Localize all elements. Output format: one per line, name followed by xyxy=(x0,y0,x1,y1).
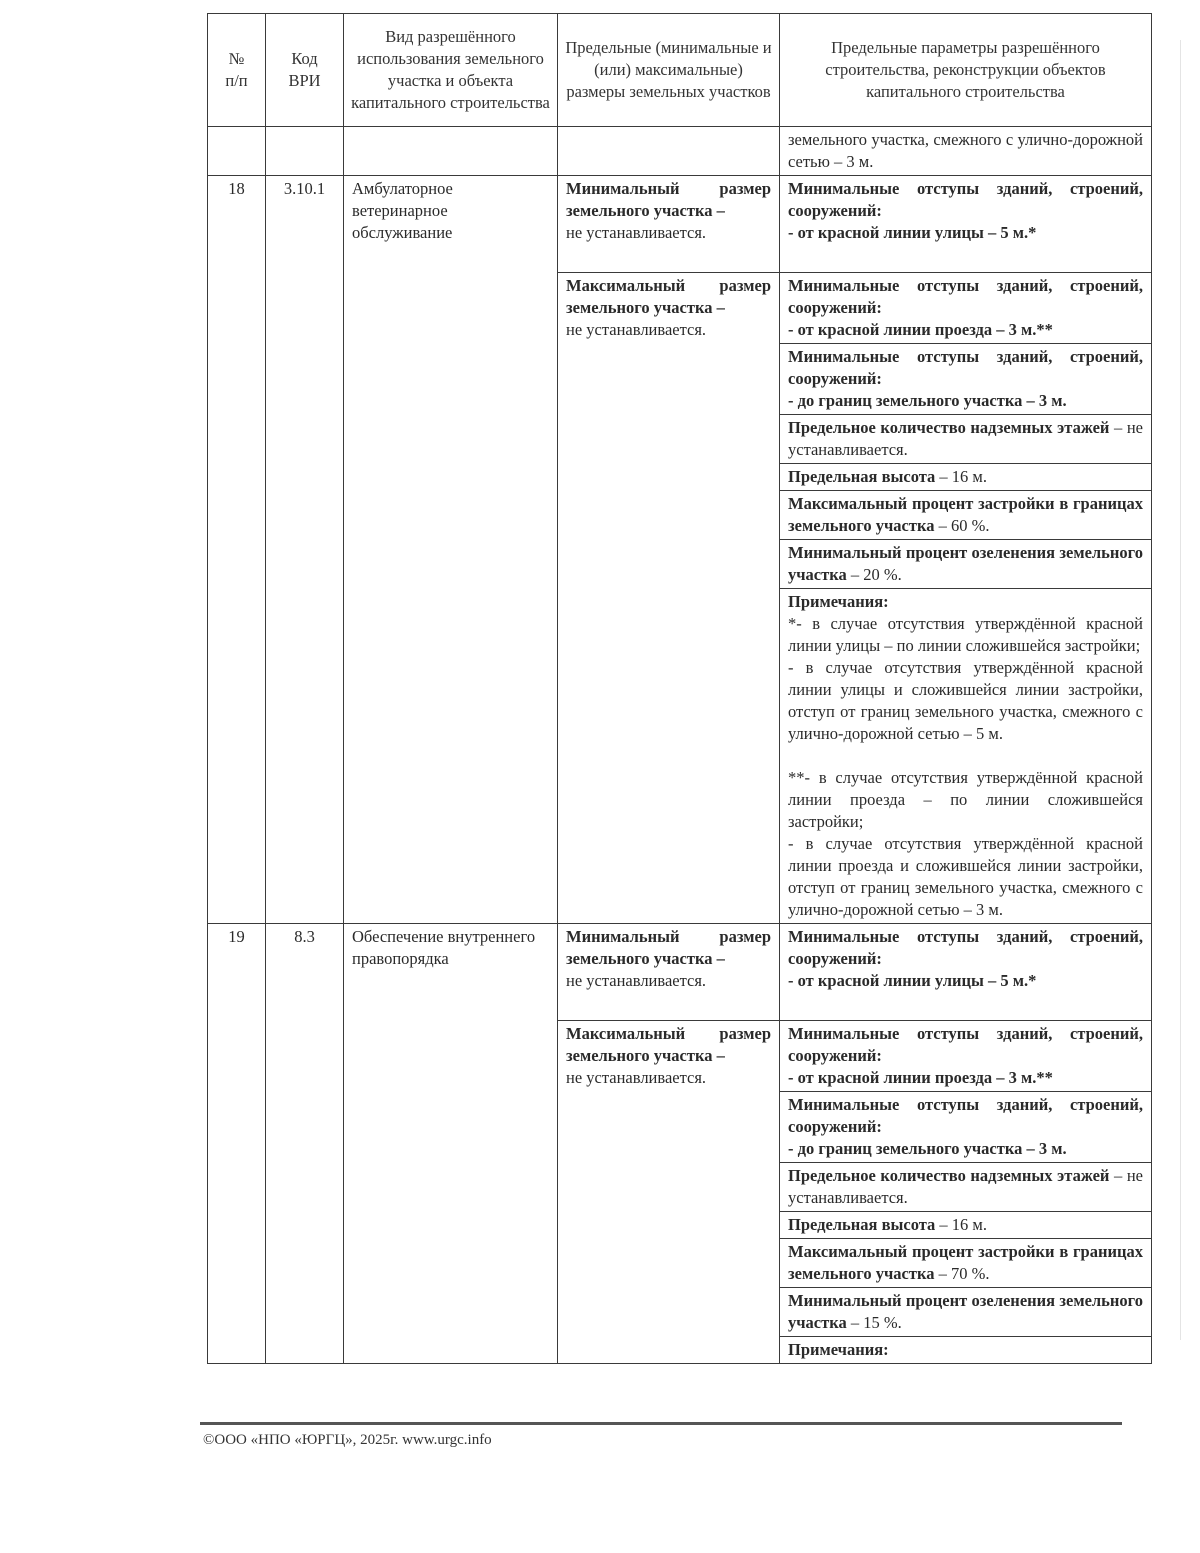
row-number: 19 xyxy=(208,924,266,1364)
param-greening-percent xyxy=(780,1287,1151,1336)
param-label: Минимальные отступы зданий, строений, сооружений: xyxy=(788,276,1143,317)
header-code: Код ВРИ xyxy=(266,14,344,127)
notes-block xyxy=(780,1336,1151,1363)
header-size: Предельные (минимальные и (или) максимальные) размеры земельных участков xyxy=(558,14,780,127)
param-value: – 70 %. xyxy=(934,1264,990,1283)
param-value: - до границ земельного участка – 3 м. xyxy=(788,391,1067,410)
row-params-cell xyxy=(780,924,1152,1364)
param-value: – не устанавливается. xyxy=(788,418,1143,459)
min-size-block xyxy=(558,924,779,1021)
footer-copyright: ©ООО «НПО «ЮРГЦ», 2025г. www.urgc.info xyxy=(203,1432,492,1448)
param-offset-driveway xyxy=(780,1020,1151,1091)
notes-title: Примечания: xyxy=(788,592,889,611)
param-value: – 60 %. xyxy=(934,516,990,535)
param-value: – 20 %. xyxy=(846,565,902,584)
row-code: 8.3 xyxy=(266,924,344,1364)
param-height xyxy=(780,1211,1151,1238)
param-label: Минимальные отступы зданий, строений, сооружений: xyxy=(788,1095,1143,1136)
cell-empty xyxy=(558,127,780,176)
param-value: - от красной линии проезда – 3 м.** xyxy=(788,1068,1053,1087)
row-size-cell xyxy=(558,924,780,1364)
note-text: - в случае отсутствия утверждённой красной линии улицы и сложившейся линии застройки, отступ от границ земельного участка, смежного с улично-дорожной сетью – 5 м. xyxy=(788,658,1143,743)
table-row-18 xyxy=(208,176,1152,924)
footer-divider xyxy=(200,1422,1122,1425)
param-value: - от красной линии улицы – 5 м.* xyxy=(788,971,1037,990)
row-params-cell xyxy=(780,176,1152,924)
min-size-block xyxy=(558,176,779,273)
param-value: - от красной линии проезда – 3 м.** xyxy=(788,320,1053,339)
max-size-label: Максимальный размер земельного участка – xyxy=(566,1024,771,1065)
param-label: Максимальный процент застройки в границах земельного участка xyxy=(788,1242,1143,1283)
param-label: Минимальные отступы зданий, строений, сооружений: xyxy=(788,1024,1143,1065)
row-code: 3.10.1 xyxy=(266,176,344,924)
param-value: – 16 м. xyxy=(935,1215,987,1234)
min-size-label: Минимальный размер земельного участка – xyxy=(566,927,771,968)
note-text: **- в случае отсутствия утверждённой красной линии проезда – по линии сложившейся застройки; xyxy=(788,768,1143,831)
param-label: Минимальный процент озеленения земельного участка xyxy=(788,1291,1143,1332)
max-size-block xyxy=(558,1021,779,1091)
cell-empty xyxy=(344,127,558,176)
param-offset-driveway xyxy=(780,272,1151,343)
header-number: № п/п xyxy=(208,14,266,127)
param-value: – не устанавливается. xyxy=(788,1166,1143,1207)
cell-empty xyxy=(266,127,344,176)
max-size-label: Максимальный размер земельного участка – xyxy=(566,276,771,317)
param-label: Минимальные отступы зданий, строений, сооружений: xyxy=(788,347,1143,388)
max-size-value: не устанавливается. xyxy=(566,1068,707,1087)
param-label: Минимальные отступы зданий, строений, сооружений: xyxy=(788,927,1143,968)
param-greening-percent xyxy=(780,539,1151,588)
scan-edge-line xyxy=(1180,40,1181,1340)
notes-block xyxy=(780,588,1151,923)
param-label: Предельная высота xyxy=(788,467,936,486)
table-row-continuation xyxy=(208,127,1152,176)
cell-params-continuation: земельного участка, смежного с улично-дорожной сетью – 3 м. xyxy=(780,127,1152,176)
param-value: – 16 м. xyxy=(935,467,987,486)
row-number: 18 xyxy=(208,176,266,924)
header-params: Предельные параметры разрешённого строительства, реконструкции объектов капитального строительства xyxy=(780,14,1152,127)
max-size-value: не устанавливается. xyxy=(566,320,707,339)
table-header-row xyxy=(208,14,1152,127)
param-value: - от красной линии улицы – 5 м.* xyxy=(788,223,1037,242)
note-text: - в случае отсутствия утверждённой красной линии проезда и сложившейся линии застройки, отступ от границ земельного участка, смежного с улично-дорожной сетью – 3 м. xyxy=(788,834,1143,919)
header-kind: Вид разрешённого использования земельного участка и объекта капитального строительства xyxy=(344,14,558,127)
param-label: Максимальный процент застройки в границах земельного участка xyxy=(788,494,1143,535)
table-row-19 xyxy=(208,924,1152,1364)
row-kind: Обеспечение внутреннего правопорядка xyxy=(344,924,558,1364)
param-offset-street xyxy=(780,176,1151,272)
param-offset-boundary xyxy=(780,1091,1151,1162)
param-floors xyxy=(780,414,1151,463)
param-value: - до границ земельного участка – 3 м. xyxy=(788,1139,1067,1158)
row-size-cell xyxy=(558,176,780,924)
param-height xyxy=(780,463,1151,490)
param-label: Минимальные отступы зданий, строений, сооружений: xyxy=(788,179,1143,220)
param-value: – 15 %. xyxy=(846,1313,902,1332)
param-label: Предельное количество надземных этажей xyxy=(788,1166,1110,1185)
min-size-value: не устанавливается. xyxy=(566,971,707,990)
note-text: *- в случае отсутствия утверждённой красной линии улицы – по линии сложившейся застройки; xyxy=(788,614,1143,655)
notes-title: Примечания: xyxy=(788,1340,889,1359)
param-building-percent xyxy=(780,490,1151,539)
cell-empty xyxy=(208,127,266,176)
min-size-value: не устанавливается. xyxy=(566,223,707,242)
param-building-percent xyxy=(780,1238,1151,1287)
zoning-parameters-table xyxy=(207,13,1152,1364)
max-size-block xyxy=(558,273,779,343)
min-size-label: Минимальный размер земельного участка – xyxy=(566,179,771,220)
param-floors xyxy=(780,1162,1151,1211)
param-offset-street xyxy=(780,924,1151,1020)
param-label: Предельное количество надземных этажей xyxy=(788,418,1110,437)
param-label: Предельная высота xyxy=(788,1215,936,1234)
param-offset-boundary xyxy=(780,343,1151,414)
row-kind: Амбулаторное ветеринарное обслуживание xyxy=(344,176,558,924)
param-label: Минимальный процент озеленения земельного участка xyxy=(788,543,1143,584)
